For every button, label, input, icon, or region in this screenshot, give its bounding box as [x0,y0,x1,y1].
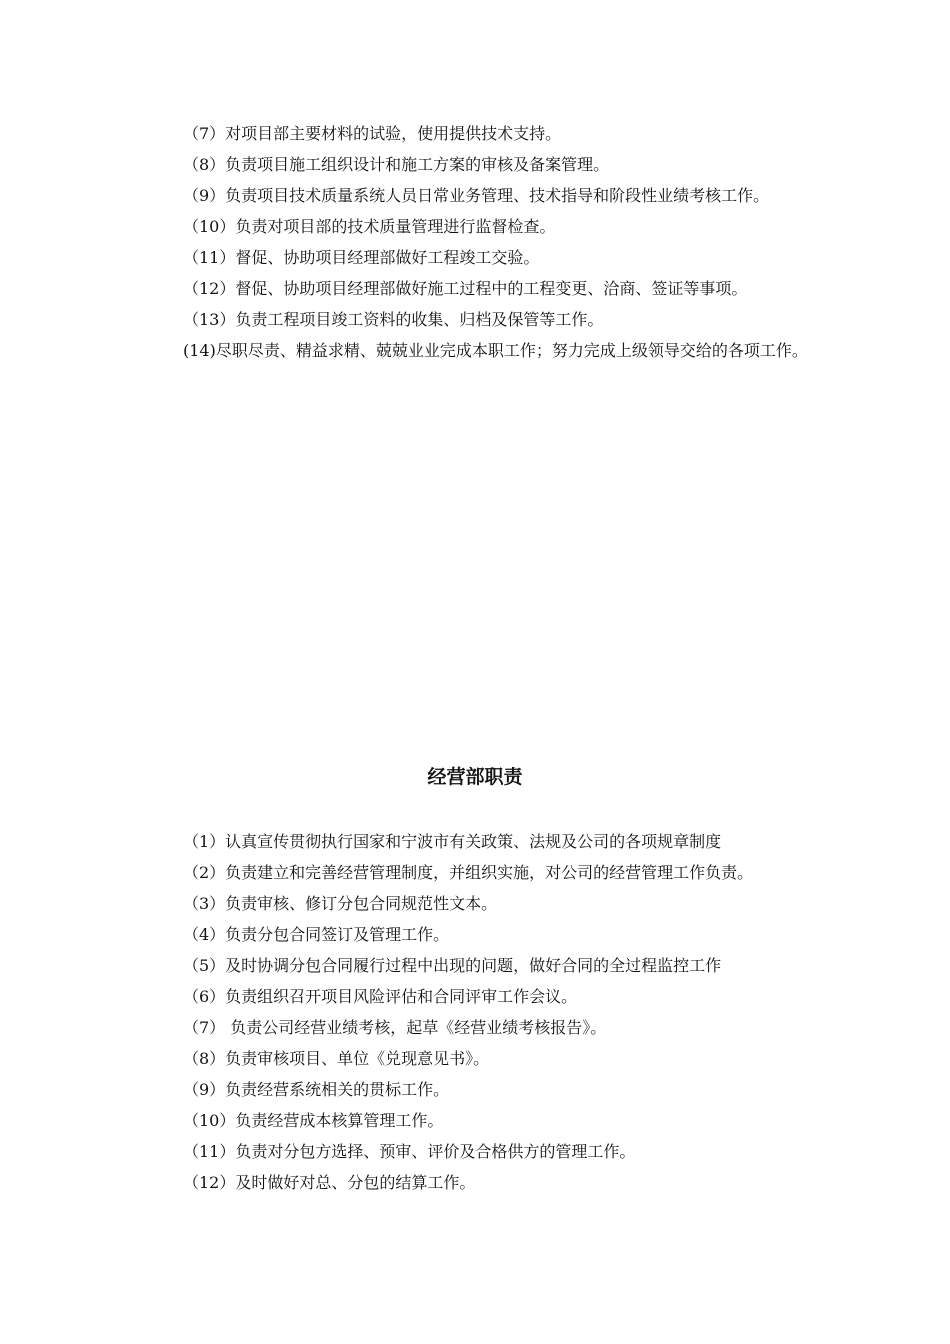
list-item: （11）负责对分包方选择、预审、评价及合格供方的管理工作。 [183,1142,636,1161]
list-item: （10）负责对项目部的技术质量管理进行监督检查。 [183,217,556,236]
list-item: （6）负责组织召开项目风险评估和合同评审工作会议。 [183,987,578,1006]
list-item: （9）负责项目技术质量系统人员日常业务管理、技术指导和阶段性业绩考核工作。 [183,186,770,205]
list-item: （7） 负责公司经营业绩考核，起草《经营业绩考核报告》。 [183,1018,607,1037]
list-item: （1）认真宣传贯彻执行国家和宁波市有关政策、法规及公司的各项规章制度 [183,832,722,851]
list-item: （2）负责建立和完善经营管理制度，并组织实施，对公司的经营管理工作负责。 [183,863,754,882]
list-item: （11）督促、协助项目经理部做好工程竣工交验。 [183,248,540,267]
list-item: （10）负责经营成本核算管理工作。 [183,1111,444,1130]
list-item: (14)尽职尽责、精益求精、兢兢业业完成本职工作；努力完成上级领导交给的各项工作。 [183,341,808,360]
list-item: （7）对项目部主要材料的试验，使用提供技术支持。 [183,124,562,143]
business-duties-list [143,826,811,1198]
list-item: （12）督促、协助项目经理部做好施工过程中的工程变更、洽商、签证等事项。 [183,279,748,298]
section-title: 经营部职责 [427,766,523,788]
list-item: （8）负责项目施工组织设计和施工方案的审核及备案管理。 [183,155,610,174]
technical-duties-list [143,118,811,366]
list-item: （12）及时做好对总、分包的结算工作。 [183,1173,476,1192]
list-item: （5）及时协调分包合同履行过程中出现的问题，做好合同的全过程监控工作 [183,956,722,975]
list-item: （13）负责工程项目竣工资料的收集、归档及保管等工作。 [183,310,604,329]
list-item: （3）负责审核、修订分包合同规范性文本。 [183,894,498,913]
list-item: （8）负责审核项目、单位《兑现意见书》。 [183,1049,490,1068]
list-item: （9）负责经营系统相关的贯标工作。 [183,1080,450,1099]
list-item: （4）负责分包合同签订及管理工作。 [183,925,450,944]
